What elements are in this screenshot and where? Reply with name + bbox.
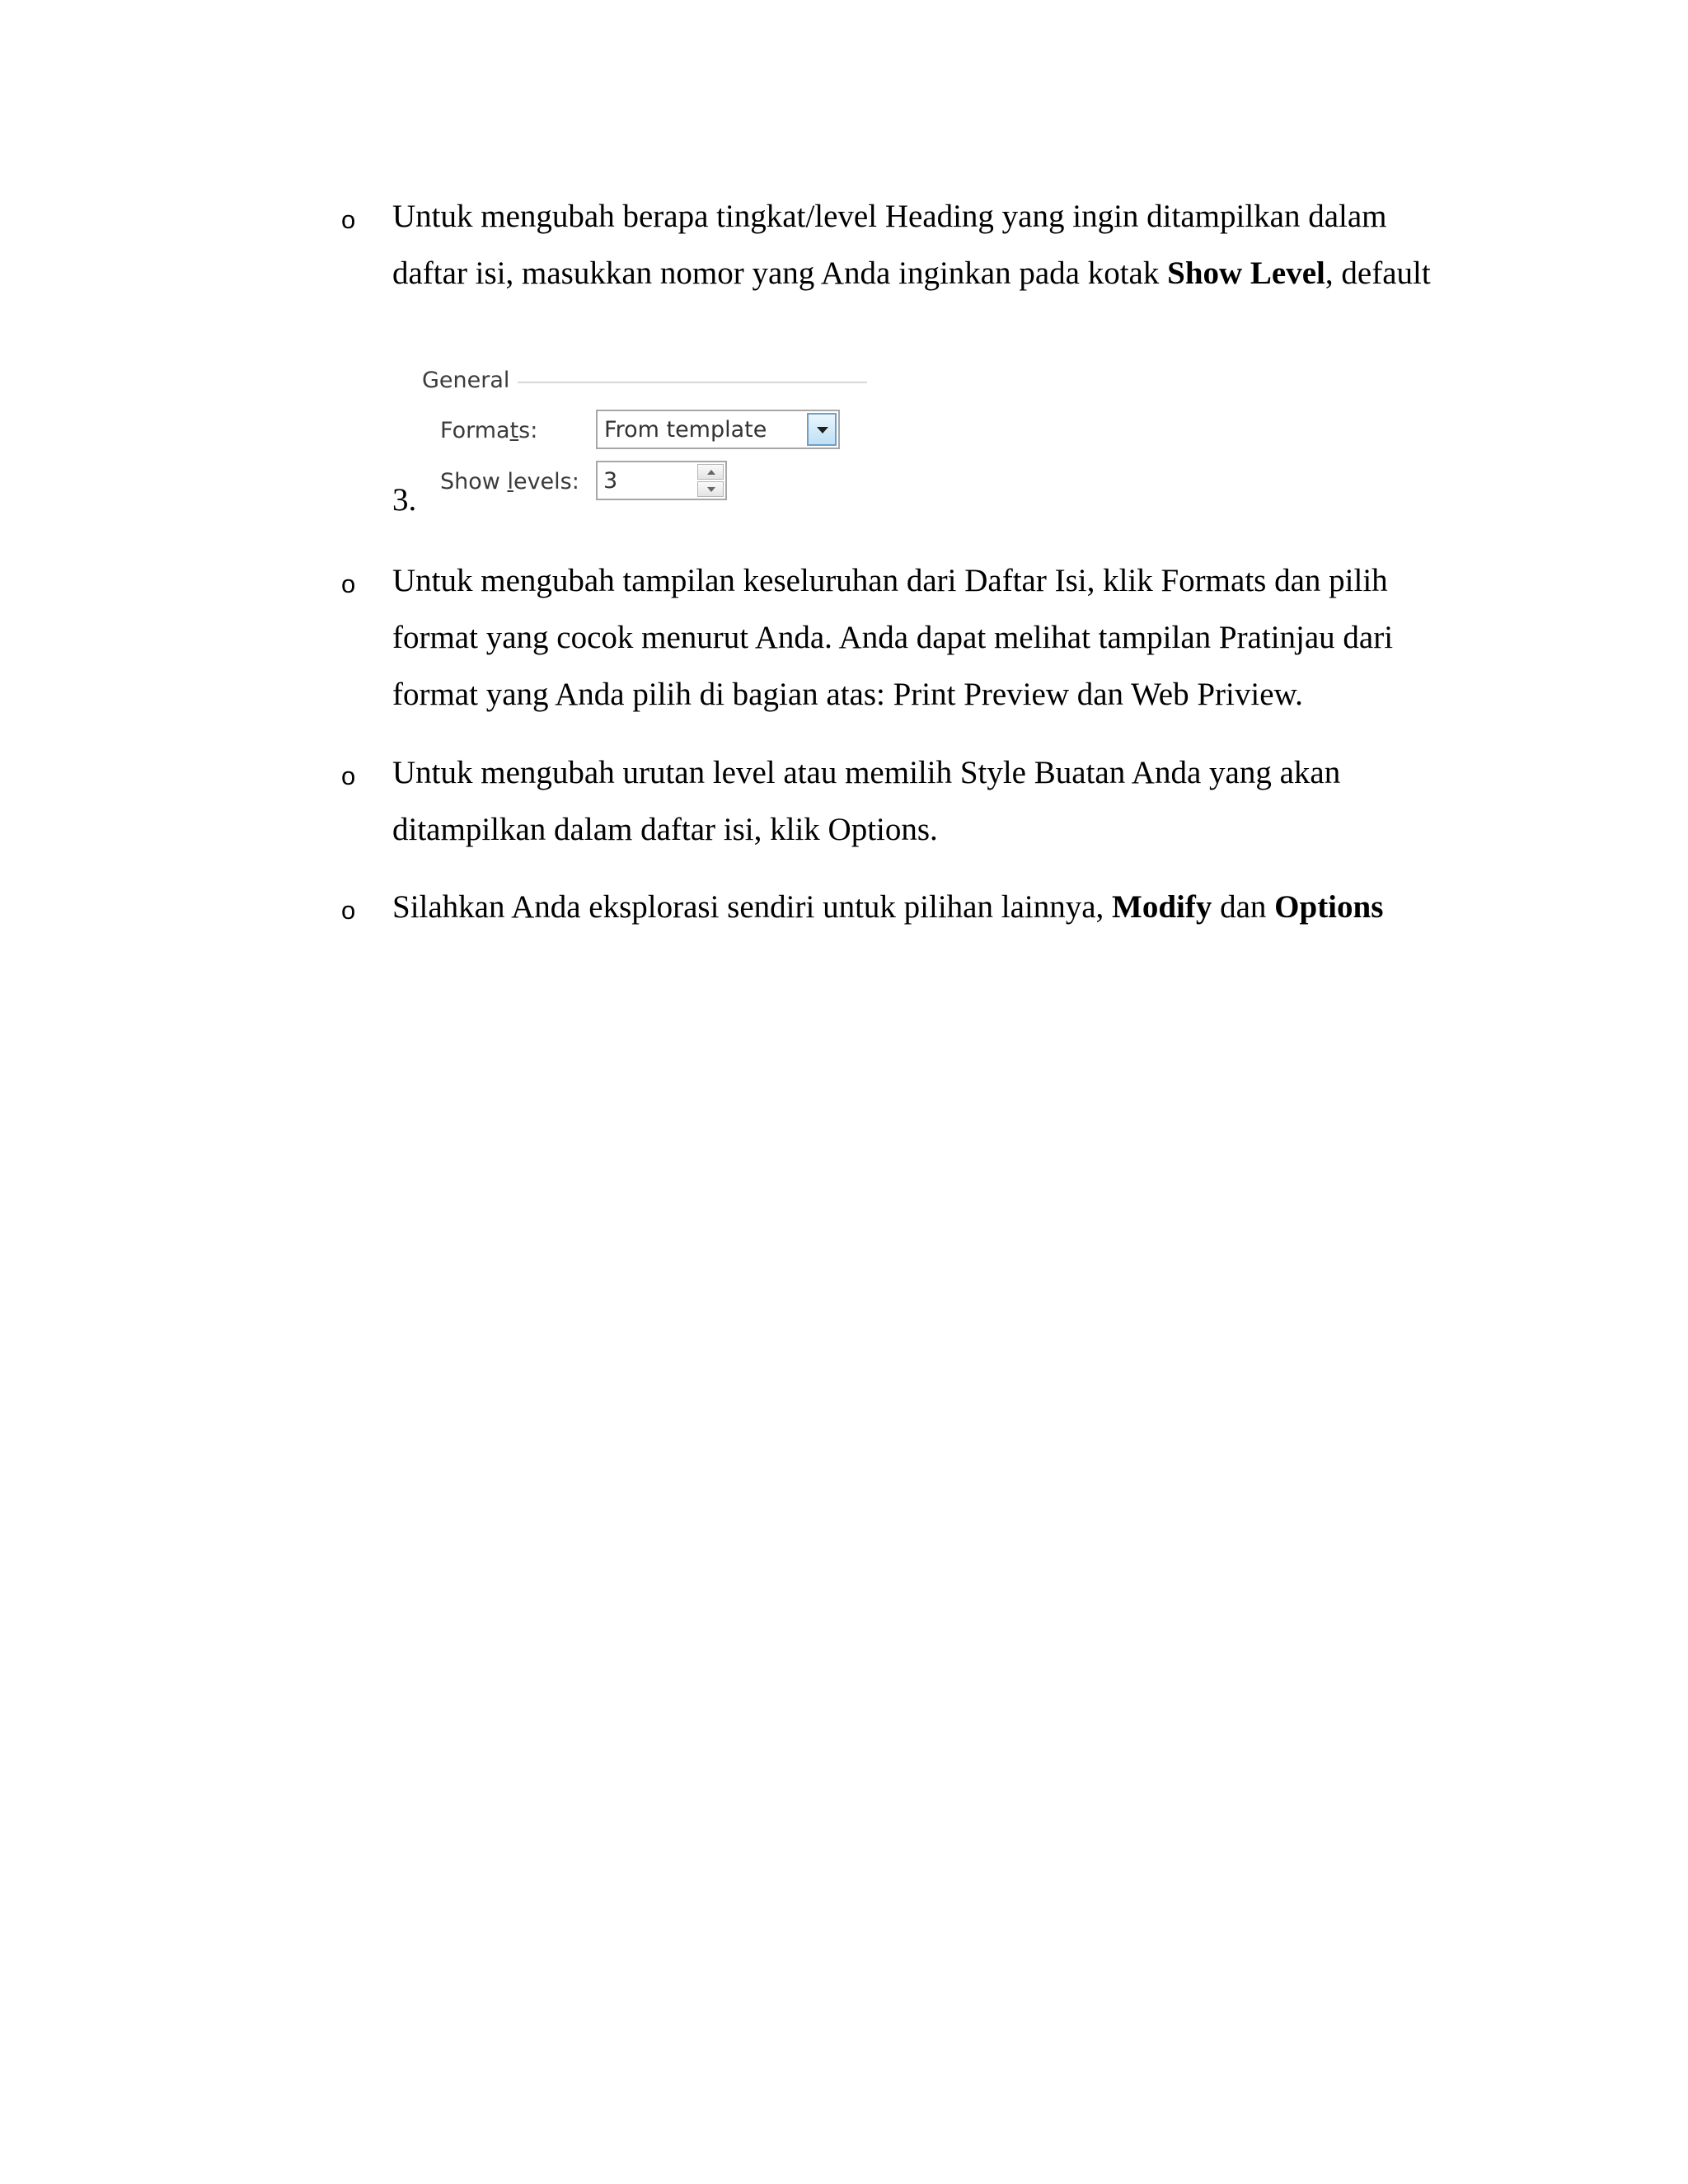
- list-item-text: [392, 552, 1513, 723]
- arrow-up-icon: [707, 470, 715, 475]
- spin-up-button[interactable]: [697, 464, 724, 480]
- text-line: Untuk mengubah tampilan keseluruhan dari Daftar Isi, klik Formats dan pilih: [392, 563, 1388, 598]
- group-label-general: General: [422, 368, 518, 393]
- chevron-down-icon: [817, 427, 828, 434]
- bullet-marker: o: [341, 205, 356, 234]
- text-span: Silahkan Anda eksplorasi sendiri untuk pilihan lainnya,: [392, 889, 1113, 925]
- bullet-marker: o: [341, 762, 356, 790]
- toc-general-options-screenshot: [412, 363, 874, 511]
- spin-down-button[interactable]: [697, 481, 724, 497]
- bullet-marker: o: [341, 896, 356, 925]
- default-level-number: 3.: [392, 482, 417, 518]
- text-span: daftar isi, masukkan nomor yang Anda inginkan pada kotak: [392, 255, 1168, 291]
- label-part: s:: [518, 418, 538, 443]
- text-span: dan: [1212, 889, 1275, 925]
- text-line: Untuk mengubah urutan level atau memilih Style Buatan Anda yang akan: [392, 755, 1341, 790]
- access-key: l: [507, 469, 513, 494]
- list-item-text: [392, 879, 1513, 935]
- text-line: format yang cocok menurut Anda. Anda dapat melihat tampilan Pratinjau dari: [392, 620, 1394, 655]
- formats-select[interactable]: [596, 410, 840, 449]
- show-levels-spinner[interactable]: [596, 461, 727, 500]
- bold-term-modify: Modify: [1112, 889, 1212, 925]
- formats-select-value: From template: [604, 417, 767, 443]
- show-levels-label: [440, 469, 579, 494]
- text-line: ditampilkan dalam daftar isi, klik Options.: [392, 812, 938, 847]
- label-part: Show: [440, 469, 508, 494]
- label-part: Forma: [440, 418, 510, 443]
- spinner-buttons: [697, 464, 724, 497]
- list-item-text: [392, 744, 1513, 858]
- formats-label: [440, 418, 537, 443]
- arrow-down-icon: [707, 487, 715, 492]
- bold-term-options: Options: [1274, 889, 1384, 925]
- access-key: t: [509, 418, 519, 443]
- text-line: [392, 879, 1513, 935]
- label-part: evels:: [513, 469, 579, 494]
- text-line: [392, 245, 1513, 302]
- text-span: , default: [1325, 255, 1431, 291]
- bullet-marker: o: [341, 569, 356, 598]
- bold-term-show-level: Show Level: [1167, 255, 1325, 291]
- list-item-text: [392, 188, 1513, 302]
- text-line: Untuk mengubah berapa tingkat/level Heading yang ingin ditampilkan dalam: [392, 199, 1387, 234]
- dropdown-button[interactable]: [807, 413, 837, 446]
- show-levels-value: 3: [603, 468, 618, 494]
- text-line: format yang Anda pilih di bagian atas: Print Preview dan Web Priview.: [392, 677, 1303, 712]
